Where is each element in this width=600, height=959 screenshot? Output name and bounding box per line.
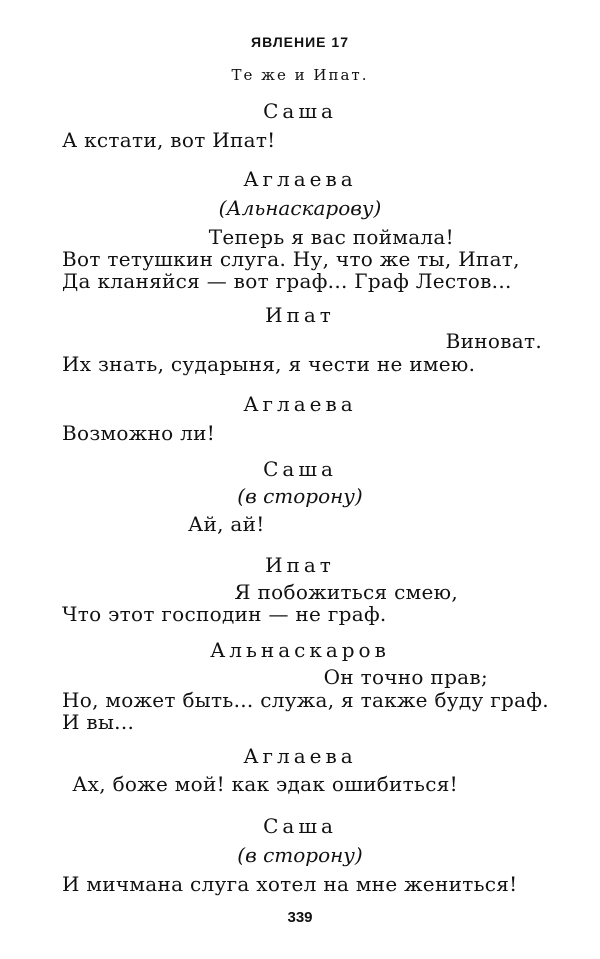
dialogue-line: И мичмана слуга хотел на мне жениться!: [62, 872, 518, 896]
dialogue-line: Ах, боже мой! как эдак ошибиться!: [72, 772, 458, 796]
stage-direction: (в сторону): [237, 484, 363, 508]
dialogue-line: Но, может быть... служа, я также буду граф.: [62, 688, 549, 712]
dialogue-line: Ай, ай!: [188, 512, 265, 536]
speaker-name: Аглаева: [243, 167, 357, 191]
scene-heading: ЯВЛЕНИЕ 17: [251, 34, 349, 50]
dialogue-line: Он точно прав;: [323, 665, 488, 689]
dialogue-line: Их знать, сударыня, я чести не имею.: [62, 352, 476, 376]
speaker-name: Аглаева: [243, 744, 357, 768]
speaker-name: Ипат: [265, 553, 335, 577]
speaker-name: Саша: [263, 814, 337, 838]
speaker-name: Аглаева: [243, 392, 357, 416]
dialogue-line: И вы...: [62, 710, 135, 734]
speaker-name: Саша: [263, 457, 337, 481]
speaker-name: Саша: [263, 99, 337, 123]
speaker-name: Ипат: [265, 303, 335, 327]
dialogue-line: Вот тетушкин слуга. Ну, что же ты, Ипат,: [62, 247, 520, 271]
dialogue-line: Виноват.: [445, 329, 542, 353]
scene-subtitle: Те же и Ипат.: [231, 66, 369, 84]
page-number: 339: [287, 909, 313, 926]
dialogue-line: А кстати, вот Ипат!: [62, 128, 276, 152]
dialogue-line: Теперь я вас поймала!: [208, 225, 454, 249]
dialogue-line: Что этот господин — не граф.: [62, 602, 387, 626]
stage-direction: (в сторону): [237, 843, 363, 867]
dialogue-line: Я побожиться смею,: [234, 580, 458, 604]
stage-direction: (Альнаскарову): [218, 196, 382, 220]
dialogue-line: Да кланяйся — вот граф... Граф Лестов...: [62, 269, 512, 293]
speaker-name: Альнаскаров: [210, 638, 390, 662]
dialogue-line: Возможно ли!: [62, 421, 216, 445]
